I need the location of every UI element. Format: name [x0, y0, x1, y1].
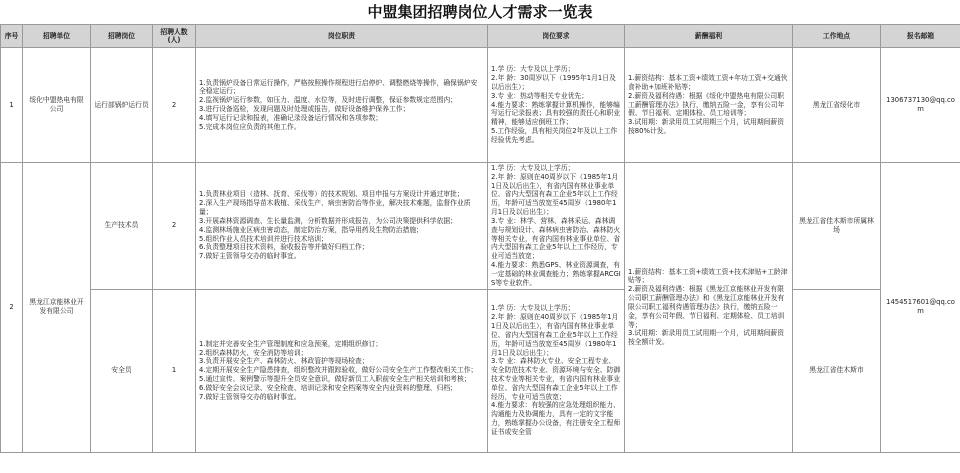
row-no: 2 [1, 163, 23, 453]
row-pay: 1.薪资结构：基本工资+绩效工资+年功工资+交通伙食补助+加班补贴等； 2.薪资及福利待遇：根据《绥化中盟热电有限公司职工薪酬管理办法》执行，缴纳五险一金，享有公司年假、节日福利、定期体检、员工培训等； 3.试用期：新录用员工试用期三个月，试用期间薪资按80%计发。 [625, 48, 793, 163]
row-place: 黑龙江省佳木斯市 [793, 289, 881, 452]
row-no: 1 [1, 48, 23, 163]
row-duty: 1.负责锅炉设备日常运行操作，严格按照操作规程进行启停炉、调整燃烧等操作，确保锅炉安全稳定运行； 2.监视锅炉运行参数，如压力、温度、水位等，及时进行调整，保证参数规定范围内； 3.进行设备巡检，发现问题及时处理或报告，做好设备维护保养工作； 4.填写运行记录和报表，准确记录设备运行情况和各项参数； 5.完成本岗位应负责的其他工作。 [196, 48, 488, 163]
row-email[interactable]: 1454517601@qq.com [881, 163, 960, 453]
recruitment-table [0, 24, 960, 473]
header-pay: 薪酬福利 [625, 25, 793, 48]
row-req: 1.学 历：大专及以上学历； 2.年 龄：原则在40周岁以下（1985年1月1日及以后出生），有省内国有林业事业单位、省内大型国有森工企业5年以上工作经历，年龄可适当放宽至45周岁（1980年1月1日及以后出生）； 3.专 业：林学、营林、森林采运、森林调查与规划设计、森林病虫害防治、森林防火等相关专业，有省内国有林业事业单位、省内大型国有森工企业5年以上工作经历，专业可适当放宽； 4.能力要求：熟悉GPS、林业资源调查，有一定基础的林业调查能力；熟练掌握ARCGIS等专业软件。 [488, 163, 625, 290]
header-no: 序号 [1, 25, 23, 48]
row-post: 运行部锅炉运行员 [91, 48, 153, 163]
row-duty: 1.制定并完善安全生产管理制度和应急预案，定期组织修订； 2.组织森林防火、安全消防等培训； 3.负责开展安全生产、森林防火、林政管护等现场检查； 4.定期开展安全生产隐患排查，组织整改并跟踪验收，做好公司安全生产工作整改相关工作； 5.通过宣传、案例警示等提升全员安全意识，做好新员工入职前安全生产相关培训和考核； 6.做好安全会议记录、安全检查、培训记录和安全档案等安全内业资料的整理、归档； 7.做好主管领导交办的临时事宜。 [196, 289, 488, 452]
page-title: 中盟集团招聘岗位人才需求一览表 [367, 3, 593, 21]
row-email[interactable]: 1306737130@qq.com [881, 48, 960, 163]
row-count: 1 [153, 289, 196, 452]
header-count-line2: (人) [167, 36, 181, 44]
row-unit: 绥化中盟热电有限公司 [23, 48, 91, 163]
row-count: 2 [153, 163, 196, 290]
header-req: 岗位要求 [488, 25, 625, 48]
header-post: 招聘岗位 [91, 25, 153, 48]
row-req: 1.学 历：大专及以上学历； 2.年 龄：30周岁以下（1995年1月1日及以后出生）； 3.专 业：热动等相关专业优先； 4.能力要求：熟练掌握计算机操作，能够编写运行记录报表；具有较强的责任心和职业精神，能够适应倒班工作； 5.工作经验，具有相关岗位2年及以上工作经验优先考虑。 [488, 48, 625, 163]
table-row [1, 48, 960, 163]
row-place: 黑龙江省绥化市 [793, 48, 881, 163]
row-unit: 黑龙江京能林业开发有限公司 [23, 163, 91, 453]
header-count-line1: 招聘人数 [160, 27, 188, 36]
row-post: 生产技术员 [91, 163, 153, 290]
table-row [1, 163, 960, 290]
row-post: 安全员 [91, 289, 153, 452]
table-header-row [1, 25, 960, 48]
header-email: 报名邮箱 [881, 25, 960, 48]
table-row [1, 289, 960, 452]
header-place: 工作地点 [793, 25, 881, 48]
header-count [153, 25, 196, 48]
row-pay: 1.薪资结构：基本工资+绩效工资+技术津贴+工龄津贴等； 2.薪资及福利待遇：根据《黑龙江京能林业开发有限公司职工薪酬管理办法》和《黑龙江京能林业开发有限公司职工福利待遇管理办法》执行，缴纳五险一金，享有公司年假、节日福利、定期体检、员工培训等； 3.试用期：新录用员工试用期一个月，试用期间薪资按全额计发。 [625, 163, 793, 453]
header-duty: 岗位职责 [196, 25, 488, 48]
row-count: 2 [153, 48, 196, 163]
row-duty: 1.负责林业项目（造林、抚育、采伐等）的技术规划、项目申报与方案设计并通过审批； 2.深入生产现场指导苗木栽植、采伐生产、病虫害防治等作业，解决技术难题，监督作业质量； 3.开展森林资源调查、生长量监测，分析数据并形成报告，为公司决策提供科学依据； 4.监测林场施业区病虫害动态，制定防治方案，指导用药及生物防治措施； 5.组织作业人员技术培训并进行技术培训； 6.负责整理项目技术资料，验收报告等并做好归档工作； 7.做好主管领导交办的临时事宜。 [196, 163, 488, 290]
row-place: 黑龙江省佳木斯市所属林场 [793, 163, 881, 290]
row-req: 1.学 历：大专及以上学历； 2.年 龄：原则在40周岁以下（1985年1月1日及以后出生），有省内国有林业事业单位、省内大型国有森工企业5年以上工作经历，年龄可适当放宽至45周岁（1980年1月1日及以后出生）； 3.专 业：森林防火专业、安全工程专业、安全防范技术专业、资源环境与安全、防御技术专业等相关专业，有省内国有林业事业单位、省内大型国有森工企业5年以上工作经历，专业可适当放宽； 4.能力要求：有较强的应急处理组织能力、沟通能力及协调能力，具有一定的文字能力，熟练掌握办公设备，有注册安全工程师证书或安全管 [488, 289, 625, 452]
header-unit: 招聘单位 [23, 25, 91, 48]
